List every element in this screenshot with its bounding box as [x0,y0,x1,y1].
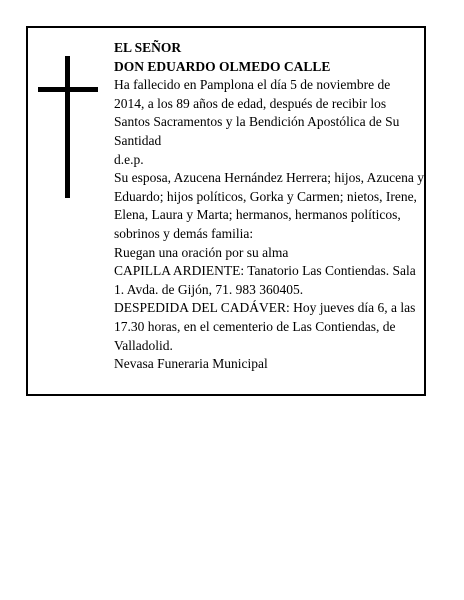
cross-icon [38,56,100,198]
cross-vertical-bar [65,56,70,198]
chapel-info: CAPILLA ARDIENTE: Tanatorio Las Contiendas. Sala 1. Avda. de Gijón, 71. 983 360405. [114,263,416,297]
rip-line: d.e.p. [114,151,144,167]
title-line-1: EL SEÑOR [114,40,182,55]
cross-horizontal-bar [38,87,98,92]
farewell-info: DESPEDIDA DEL CADÁVER: Hoy jueves día 6, a las 17.30 horas, en el cementerio de Las Contiendas, de Valladolid. [114,300,416,353]
obituary-text [114,39,424,374]
funeral-home: Nevasa Funeraria Municipal [114,356,268,372]
prayer-request: Ruegan una oración por su alma [114,244,289,260]
death-announcement: Ha fallecido en Pamplona el día 5 de noviembre de 2014, a los 89 años de edad, después de recibir los Santos Sacramentos y la Bendición Apostólica de Su Santidad [114,77,400,148]
deceased-name: DON EDUARDO OLMEDO CALLE [114,58,331,74]
family-list: Su esposa, Azucena Hernández Herrera; hijos, Azucena y Eduardo; hijos políticos, Gorka y Carmen; nietos, Irene, Elena, Laura y Marta; hermanos, hermanos políticos, sobrinos y demás familia: [114,170,424,241]
obituary-notice [26,26,426,396]
